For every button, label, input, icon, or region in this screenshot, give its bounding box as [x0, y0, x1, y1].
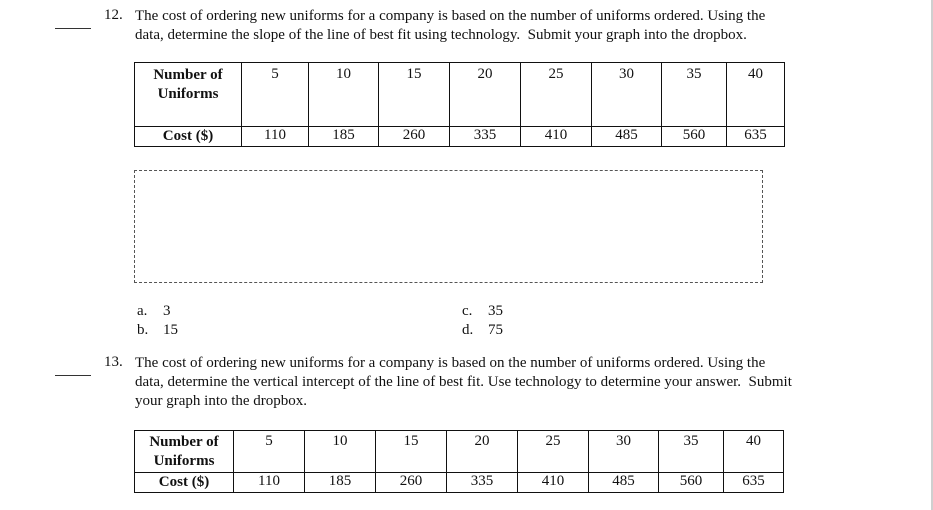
table-cell: 185 [309, 127, 379, 147]
cost-header: Cost ($) [135, 473, 234, 493]
uniforms-row [135, 431, 784, 473]
uniforms-header: Number of Uniforms [135, 431, 234, 473]
table-cell: 5 [234, 431, 305, 473]
table-cell: 485 [592, 127, 662, 147]
question-number-12: 12. [104, 7, 123, 23]
table-cell: 15 [376, 431, 447, 473]
question-text-12 [135, 7, 765, 45]
table-cell: 25 [521, 63, 592, 127]
table-cell: 20 [447, 431, 518, 473]
question-number-13: 13. [104, 354, 123, 370]
table-cell: 40 [724, 431, 784, 473]
table-cell: 185 [305, 473, 376, 493]
table-cell: 110 [234, 473, 305, 493]
table-cell: 30 [592, 63, 662, 127]
table-cell: 560 [659, 473, 724, 493]
table-cell: 30 [589, 431, 659, 473]
choice-c[interactable] [462, 303, 503, 320]
question-text-13 [135, 354, 792, 411]
question-line: data, determine the vertical intercept of the line of best fit. Use technology to determine your answer. Submit [135, 374, 792, 390]
choice-value: 35 [488, 303, 503, 319]
table-cell: 635 [727, 127, 785, 147]
uniforms-row [135, 63, 785, 127]
table-cell: 5 [242, 63, 309, 127]
table-cell: 410 [518, 473, 589, 493]
table-cell: 35 [662, 63, 727, 127]
answer-blank-13[interactable] [55, 375, 91, 376]
cost-header: Cost ($) [135, 127, 242, 147]
graph-answer-box[interactable] [134, 170, 763, 283]
uniforms-header: Number of Uniforms [135, 63, 242, 127]
table-cell: 335 [450, 127, 521, 147]
table-cell: 260 [376, 473, 447, 493]
table-cell: 40 [727, 63, 785, 127]
data-table-13 [134, 430, 784, 493]
choice-value: 75 [488, 322, 503, 338]
choice-letter: d. [462, 322, 474, 338]
choice-value: 15 [163, 322, 178, 338]
question-line: The cost of ordering new uniforms for a company is based on the number of uniforms ordered. Using the [135, 355, 766, 371]
choice-letter: a. [137, 303, 148, 319]
choice-a[interactable] [137, 303, 171, 320]
choice-letter: b. [137, 322, 149, 338]
table-cell: 20 [450, 63, 521, 127]
table-cell: 335 [447, 473, 518, 493]
data-table-12 [134, 62, 785, 147]
table-cell: 260 [379, 127, 450, 147]
choice-value: 3 [163, 303, 171, 319]
table-cell: 560 [662, 127, 727, 147]
table-cell: 15 [379, 63, 450, 127]
question-line: data, determine the slope of the line of best fit using technology. Submit your graph into the dropbox. [135, 27, 747, 43]
cost-row [135, 473, 784, 493]
answer-blank-12[interactable] [55, 28, 91, 29]
table-cell: 25 [518, 431, 589, 473]
choice-letter: c. [462, 303, 473, 319]
choice-b[interactable] [137, 322, 178, 339]
table-cell: 110 [242, 127, 309, 147]
table-cell: 410 [521, 127, 592, 147]
table-cell: 10 [309, 63, 379, 127]
choice-d[interactable] [462, 322, 503, 339]
cost-row [135, 127, 785, 147]
table-cell: 635 [724, 473, 784, 493]
table-cell: 485 [589, 473, 659, 493]
table-cell: 35 [659, 431, 724, 473]
question-line: your graph into the dropbox. [135, 393, 308, 409]
question-line: The cost of ordering new uniforms for a company is based on the number of uniforms ordered. Using the [135, 8, 766, 24]
table-cell: 10 [305, 431, 376, 473]
